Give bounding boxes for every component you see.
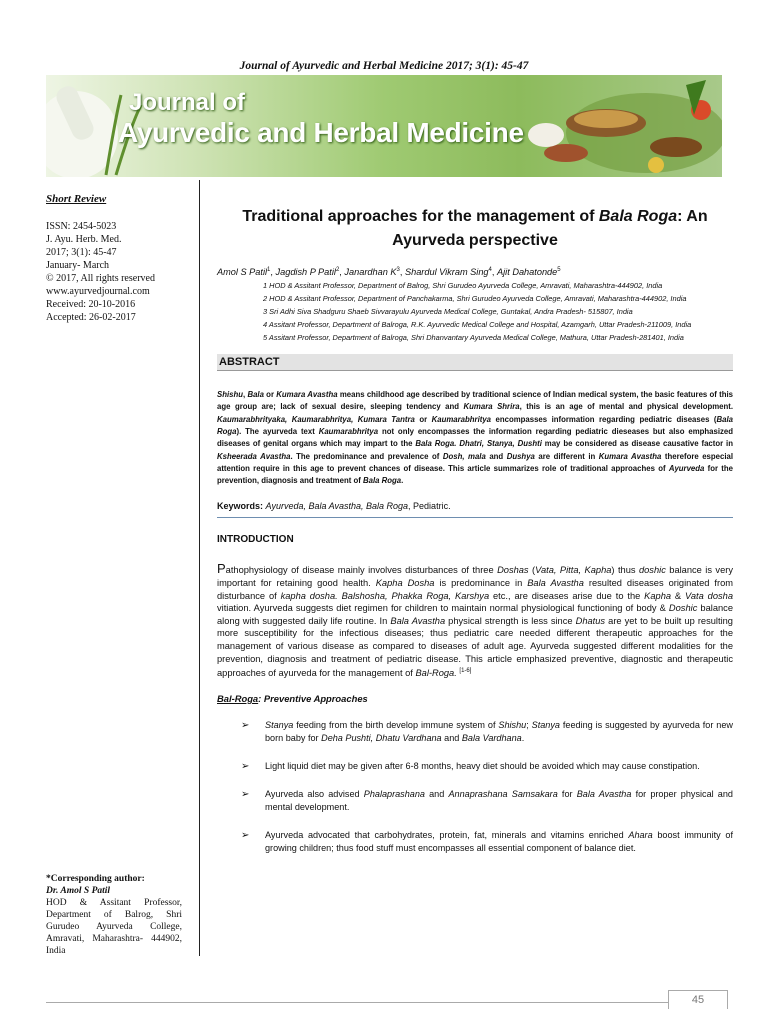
- author: Shardul Vikram Sing: [404, 267, 489, 278]
- preventive-approaches-heading: Bal-Roga: Preventive Approaches: [217, 692, 368, 704]
- arrow-bullet-icon: ➢: [241, 719, 250, 731]
- list-item: ➢ Ayurveda advocated that carbohydrates, protein, fat, minerals and vitamins enriched Ahara boost immunity of growing children; thus food stuff must encompasses all essential component of balance diet.: [241, 829, 733, 853]
- affiliation: 2 HOD & Assitant Professor, Department of Panchakarma, Shri Gurudeo Ayurveda College, Amravati, Maharashtra-444902, India: [263, 294, 687, 304]
- arrow-bullet-icon: ➢: [241, 829, 250, 841]
- affiliation: 1 HOD & Assitant Professor, Department of Balrog, Shri Gurudeo Ayurveda College, Amravati, Maharashtra-444902, India: [263, 281, 663, 291]
- affiliation: 3 Sri Adhi Siva Shadguru Shaeb Sivvarayulu Ayurveda Medical College, Guntakal, Andra Pradesh- 515807, India: [263, 307, 633, 317]
- journal-citation: Journal of Ayurvedic and Herbal Medicine 2017; 3(1): 45-47: [239, 60, 529, 72]
- meta-line: www.ayurvedjournal.com: [46, 286, 150, 297]
- meta-line: Accepted: 26-02-2017: [46, 312, 136, 323]
- banner-title-line2: Ayurvedic and Herbal Medicine: [118, 117, 524, 148]
- corr-address: HOD & Assitant Professor, Department of Balrog, Shri Gurudeo Ayurveda College, Amravati, Maharashtra- 444902, India: [46, 898, 182, 956]
- article-title: Traditional approaches for the management of Bala Roga: An Ayurveda perspective: [242, 208, 708, 249]
- introduction-heading: INTRODUCTION: [217, 534, 294, 546]
- introduction-paragraph: Pathophysiology of disease mainly involves disturbances of three Doshas (Vata, Pitta, Kapha) thus doshic balance is very important for retaining good health. Kapha Dosha is predominance in Bala Avastha resulted diseases originated from disturbance of kapha dosha. Balshosha, Phakka Roga, Karshya etc., are diseases arise due to the Kapha & Vata dosha vitiation. Ayurveda suggests diet regimen for children to maintain normal physiological functioning of body & Doshic balance along with suggested daily life routine. In Bala Avastha physical strength is less since Dhatus are yet to be built up resulting more susceptibility for the infectious diseases; thus pediatric care needed different therapeutic approaches for the management of various disease as compared to diseases of adult age. Ayurveda suggested different modalities for the prevention, diagnosis and treatment of pediatric disease. This article emphasized preventive, diagnostic and therapeutic approaches of ayurveda for the management of Bal-Roga. [1-6]: [217, 561, 734, 679]
- page-number: 45: [668, 990, 728, 1009]
- article-type: Short Review: [46, 193, 107, 205]
- meta-line: 2017; 3(1): 45-47: [46, 247, 117, 258]
- arrow-bullet-icon: ➢: [241, 788, 250, 800]
- abstract-text: Shishu, Bala or Kumara Avastha means childhood age described by traditional science of Indian medical system, the basic features of this age group are; lack of sexual desire, sleeping tendency and Kumara Shrira, this is an age of mental and physical development. Kaumarabhrityaka, Kaumarabhritya, Kumara Tantra or Kaumarabhritya encompasses information regarding pediatric diseases (Bala Roga). The ayurveda text Kaumarabhritya not only encompasses the information regarding pediatric dieseases but also emphasized diseases of genital organs which may impart to the Bala Roga. Dhatri, Stanya, Dushti may be considered as disease causative factor in Ksheerada Avastha. The predominance and prevalence of Dosh, mala and Dushya are different in Kumara Avastha therefore especial attention require in this age to prevent chances of disease. This article summarizes role of traditional approaches of Ayurveda for the prevention, diagnosis and treatment of Bala Roga.: [217, 390, 734, 486]
- banner-title-line1: Journal of: [129, 89, 246, 116]
- corr-name: Dr. Amol S Patil: [46, 886, 111, 896]
- author: Janardhan K: [344, 267, 397, 278]
- list-item: ➢ Ayurveda also advised Phalaprashana and Annaprashana Samsakara for Bala Avastha for proper physical and mental development.: [241, 788, 733, 812]
- article-meta-sidebar: [46, 193, 186, 324]
- affiliation: 4 Assitant Professor, Department of Balroga, R.K. Ayurvedic Medical College and Hospital, Azamgarh, Uttar Pradesh-211009, India: [263, 320, 692, 330]
- corr-label: *Corresponding author:: [46, 874, 145, 884]
- abstract-heading: ABSTRACT: [217, 354, 733, 371]
- list-item: ➢ Stanya feeding from the birth develop immune system of Shishu; Stanya feeding is suggested by ayurveda for new born baby for Deha Pushti, Dhatu Vardhana and Bala Vardhana.: [241, 719, 733, 743]
- arrow-bullet-icon: ➢: [241, 760, 250, 772]
- affiliation: 5 Assitant Professor, Department of Balroga, Shri Dhanvantary Ayurveda Medical College, Mathura, Uttar Pradesh-281401, India: [263, 333, 684, 343]
- keywords: Keywords: Ayurveda, Bala Avastha, Bala Roga, Pediatric.: [217, 501, 733, 518]
- meta-line: © 2017, All rights reserved: [46, 273, 155, 284]
- author: Ajit Dahatonde: [497, 267, 558, 278]
- meta-line: January- March: [46, 260, 110, 271]
- meta-line: Received: 20-10-2016: [46, 299, 136, 310]
- author: Jagdish P Patil: [275, 267, 336, 278]
- footer-rule: [46, 1002, 668, 1003]
- journal-banner: [46, 75, 722, 177]
- meta-line: J. Ayu. Herb. Med.: [46, 234, 122, 245]
- article-main: [217, 205, 733, 855]
- meta-line: ISSN: 2454-5023: [46, 221, 117, 232]
- list-item: ➢ Light liquid diet may be given after 6-8 months, heavy diet should be avoided which may cause constipation.: [241, 760, 700, 772]
- author: Amol S Patil: [217, 267, 268, 278]
- column-divider: [199, 180, 200, 956]
- corresponding-author: [46, 873, 182, 957]
- author-list: Amol S Patil$^1$, Jagdish P Patil$^2$, Janardhan $K^3$, Shardul Vikram Sing$^4$, Ajit Dahatonde$^5$: [217, 267, 561, 278]
